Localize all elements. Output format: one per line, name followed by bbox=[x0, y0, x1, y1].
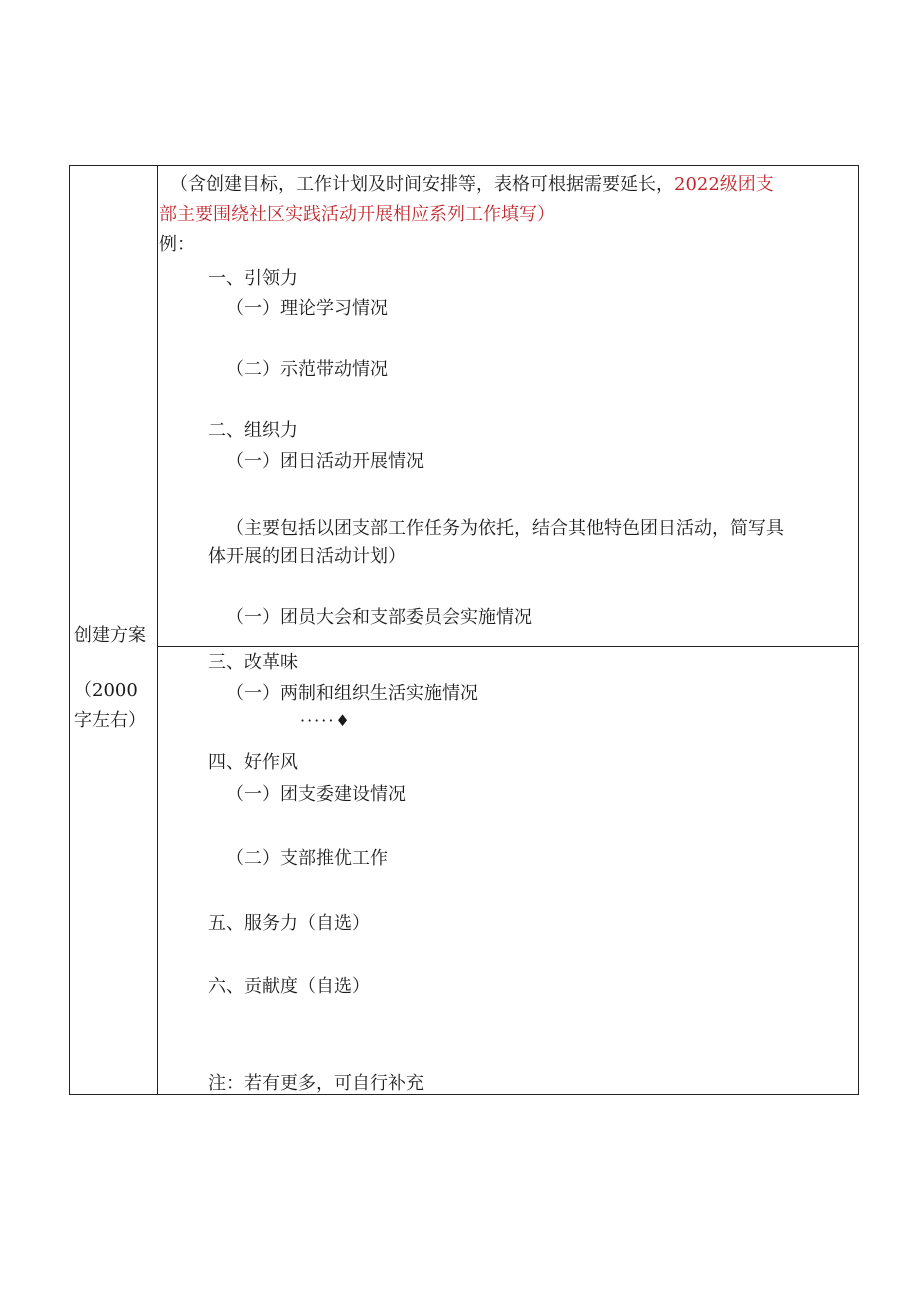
footnote: 注：若有更多，可自行补充 bbox=[208, 1073, 424, 1094]
section-4-item-1: （一）团支委建设情况 bbox=[226, 784, 406, 805]
section-2-item-2: （一）团员大会和支部委员会实施情况 bbox=[226, 607, 532, 628]
section-2-item-1: （一）团日活动开展情况 bbox=[226, 451, 424, 472]
intro-red-2: 部主要围绕社区实践活动开展相应系列工作填写） bbox=[159, 204, 555, 225]
section-5-title: 五、服务力（自选） bbox=[208, 913, 370, 934]
section-3-title: 三、改革味 bbox=[208, 652, 298, 673]
section-3-item-1: （一）两制和组织生活实施情况 bbox=[226, 683, 478, 704]
label-column bbox=[70, 166, 157, 1094]
row-divider bbox=[157, 646, 858, 647]
section-1-item-2: （二）示范带动情况 bbox=[226, 359, 388, 380]
label-line-1: 创建方案 bbox=[74, 625, 146, 646]
section-2-title: 二、组织力 bbox=[208, 420, 298, 441]
intro-black: （含创建目标，工作计划及时间安排等，表格可根据需要延长， bbox=[170, 174, 674, 195]
section-4-title: 四、好作风 bbox=[208, 752, 298, 773]
intro-line-1 bbox=[170, 170, 774, 200]
example-label: 例： bbox=[159, 234, 195, 255]
label-line-3: 字左右） bbox=[74, 710, 146, 731]
column-divider bbox=[157, 166, 158, 1094]
section-4-item-2: （二）支部推优工作 bbox=[226, 848, 388, 869]
intro-red-1: 2022级团支 bbox=[674, 174, 774, 195]
section-1-item-1: （一）理论学习情况 bbox=[226, 298, 388, 319]
section-2-note-1: （主要包括以团支部工作任务为依托，结合其他特色团日活动，简写具 bbox=[226, 518, 784, 539]
ellipsis-marker: ·····♦ bbox=[300, 711, 352, 730]
section-2-note-2: 体开展的团日活动计划） bbox=[208, 546, 406, 567]
plan-table bbox=[69, 165, 859, 1095]
section-1-title: 一、引领力 bbox=[208, 268, 298, 289]
section-6-title: 六、贡献度（自选） bbox=[208, 976, 370, 997]
label-line-2: （2000 bbox=[74, 680, 138, 701]
